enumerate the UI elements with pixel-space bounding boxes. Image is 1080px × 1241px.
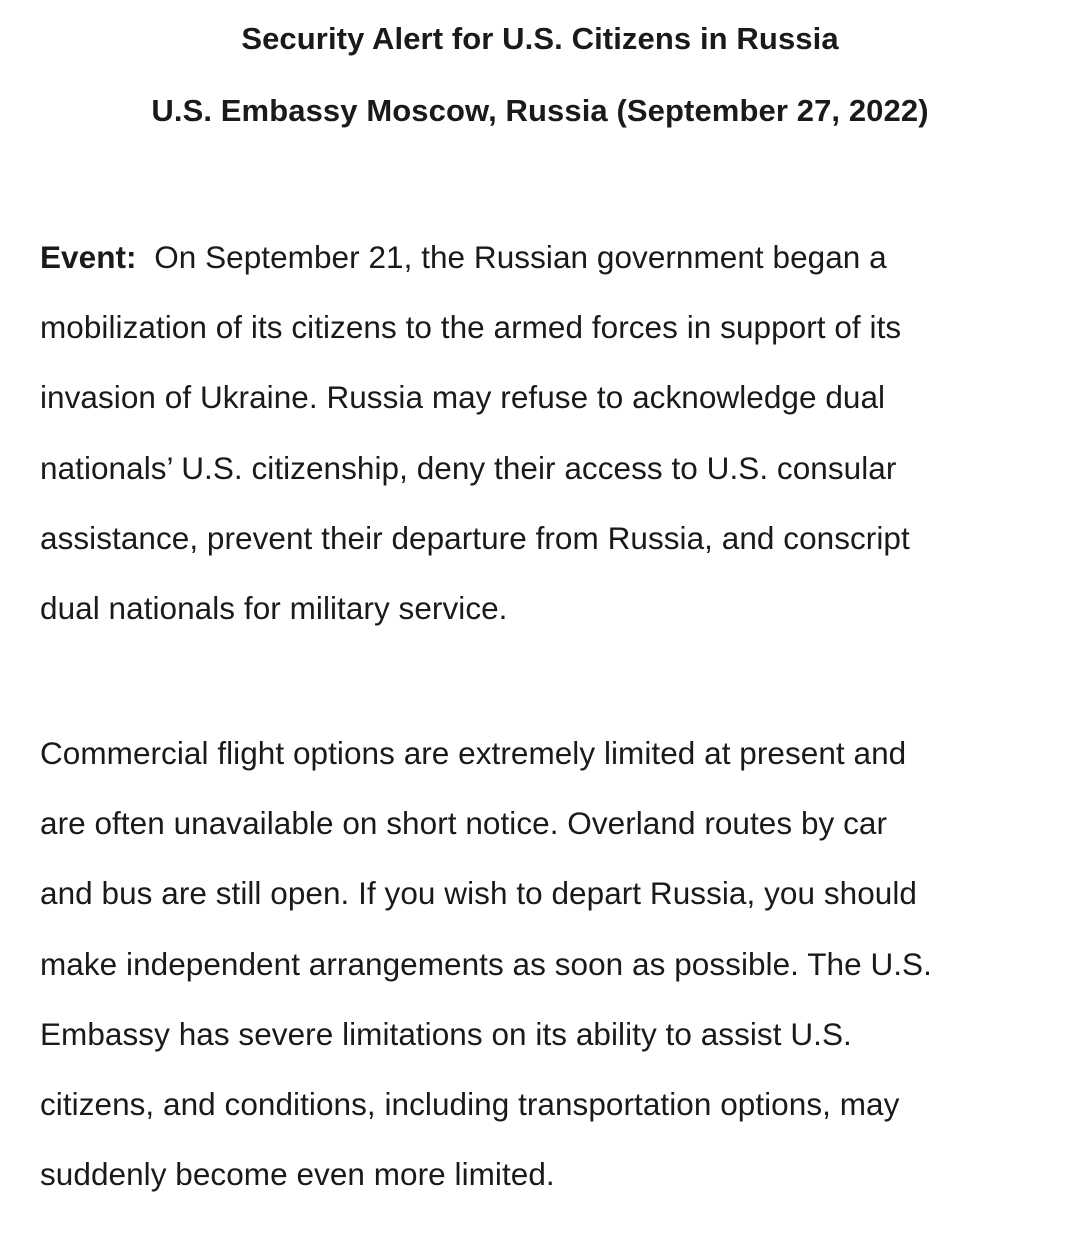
paragraph-line: Embassy has severe limitations on its ability to assist U.S. — [40, 1015, 852, 1052]
paragraph-line: citizens, and conditions, including transportation options, may — [40, 1086, 900, 1123]
paragraph-line: mobilization of its citizens to the armed forces in support of its — [40, 309, 902, 346]
document-title: Security Alert for U.S. Citizens in Russia — [241, 21, 839, 56]
document-subtitle: U.S. Embassy Moscow, Russia (September 27, 2022) — [151, 93, 929, 128]
paragraph-line: Commercial flight options are extremely limited at present and — [40, 735, 907, 771]
paragraph-line-text: On September 21, the Russian government began a — [154, 239, 887, 275]
paragraph-line: nationals’ U.S. citizenship, deny their access to U.S. consular — [40, 449, 897, 486]
paragraph-line: suddenly become even more limited. — [40, 1156, 555, 1193]
flight-options-paragraph — [40, 718, 1050, 1209]
paragraph-line — [40, 222, 1050, 292]
paragraph-line: and bus are still open. If you wish to depart Russia, you should — [40, 875, 917, 912]
paragraph-line: dual nationals for military service. — [40, 590, 508, 627]
event-label: Event: — [40, 239, 137, 275]
paragraph-line: assistance, prevent their departure from Russia, and conscript — [40, 519, 910, 556]
paragraph-line: invasion of Ukraine. Russia may refuse to acknowledge dual — [40, 379, 886, 416]
event-paragraph — [40, 222, 1050, 643]
paragraph-line: make independent arrangements as soon as possible. The U.S. — [40, 945, 932, 982]
paragraph-line: are often unavailable on short notice. Overland routes by car — [40, 805, 888, 842]
